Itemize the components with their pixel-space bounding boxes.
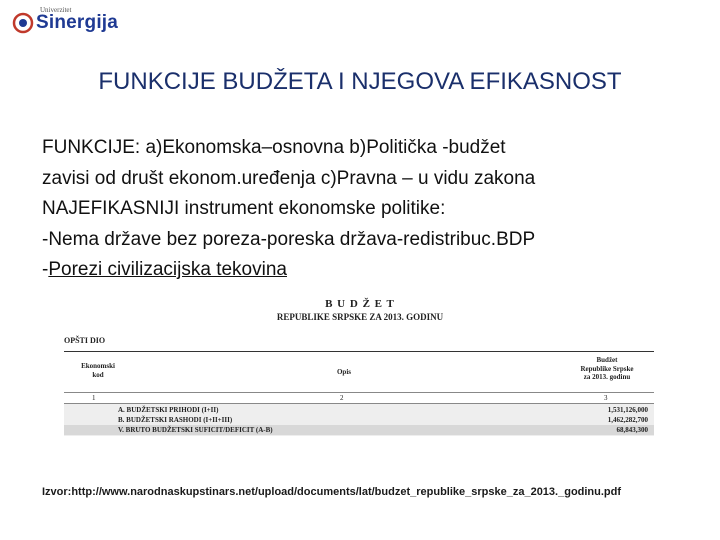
slide-body: [42, 133, 712, 286]
col-header-code: Ekonomski kod: [81, 362, 115, 379]
budget-heading: B U D Ž E T: [325, 298, 395, 310]
logo-name: Sinergija: [36, 12, 119, 33]
budget-table-header: [64, 356, 654, 390]
budget-table-image: [64, 298, 656, 438]
budget-table: [64, 351, 654, 435]
source-citation: Izvor:http://www.narodnaskupstinars.net/upload/documents/lat/budzet_republike_srpske_za_2013._godinu.pdf: [42, 486, 622, 498]
body-line-1: FUNKCIJE: a)Ekonomska–osnovna b)Politička -budžet: [42, 137, 506, 158]
body-line-3: NAJEFIKASNIJI instrument ekonomske politike:: [42, 198, 446, 219]
budget-subheading: REPUBLIKE SRPSKE ZA 2013. GODINU: [276, 312, 444, 322]
body-line-2: zavisi od društ ekonom.uređenja c)Pravna – u vidu zakona: [42, 167, 536, 189]
table-row: V. BRUTO BUDŽETSKI SUFICIT/DEFICIT (A-B) 68,843,300: [64, 425, 654, 435]
budget-table-rows: [64, 404, 654, 436]
col-header-description: Opis: [336, 368, 351, 376]
budget-section-label: OPŠTI DIO: [64, 336, 106, 345]
table-row: B. BUDŽETSKI RASHODI (I+II+III) 1,462,282,700: [118, 416, 648, 424]
logo-subtitle: Univerzitet: [40, 6, 72, 14]
slide-title: FUNKCIJE BUDŽETA I NJEGOVA EFIKASNOST: [98, 68, 622, 95]
table-row: A. BUDŽETSKI PRIHODI (I+II) 1,531,126,000: [118, 406, 648, 414]
budget-table-index-row: 1 2 3: [64, 392, 654, 404]
body-line-4: -Nema države bez poreza-poreska država-redistribuc.BDP: [42, 228, 536, 250]
university-logo: [8, 6, 118, 36]
university-emblem-icon: [12, 12, 34, 34]
body-line-5-dash: -: [42, 259, 49, 280]
col-header-budget: Budžet Republike Srpske za 2013. godinu: [580, 356, 634, 381]
body-line-5-text: Porezi civilizacijska tekovina: [48, 259, 287, 280]
body-line-5: [42, 255, 712, 286]
